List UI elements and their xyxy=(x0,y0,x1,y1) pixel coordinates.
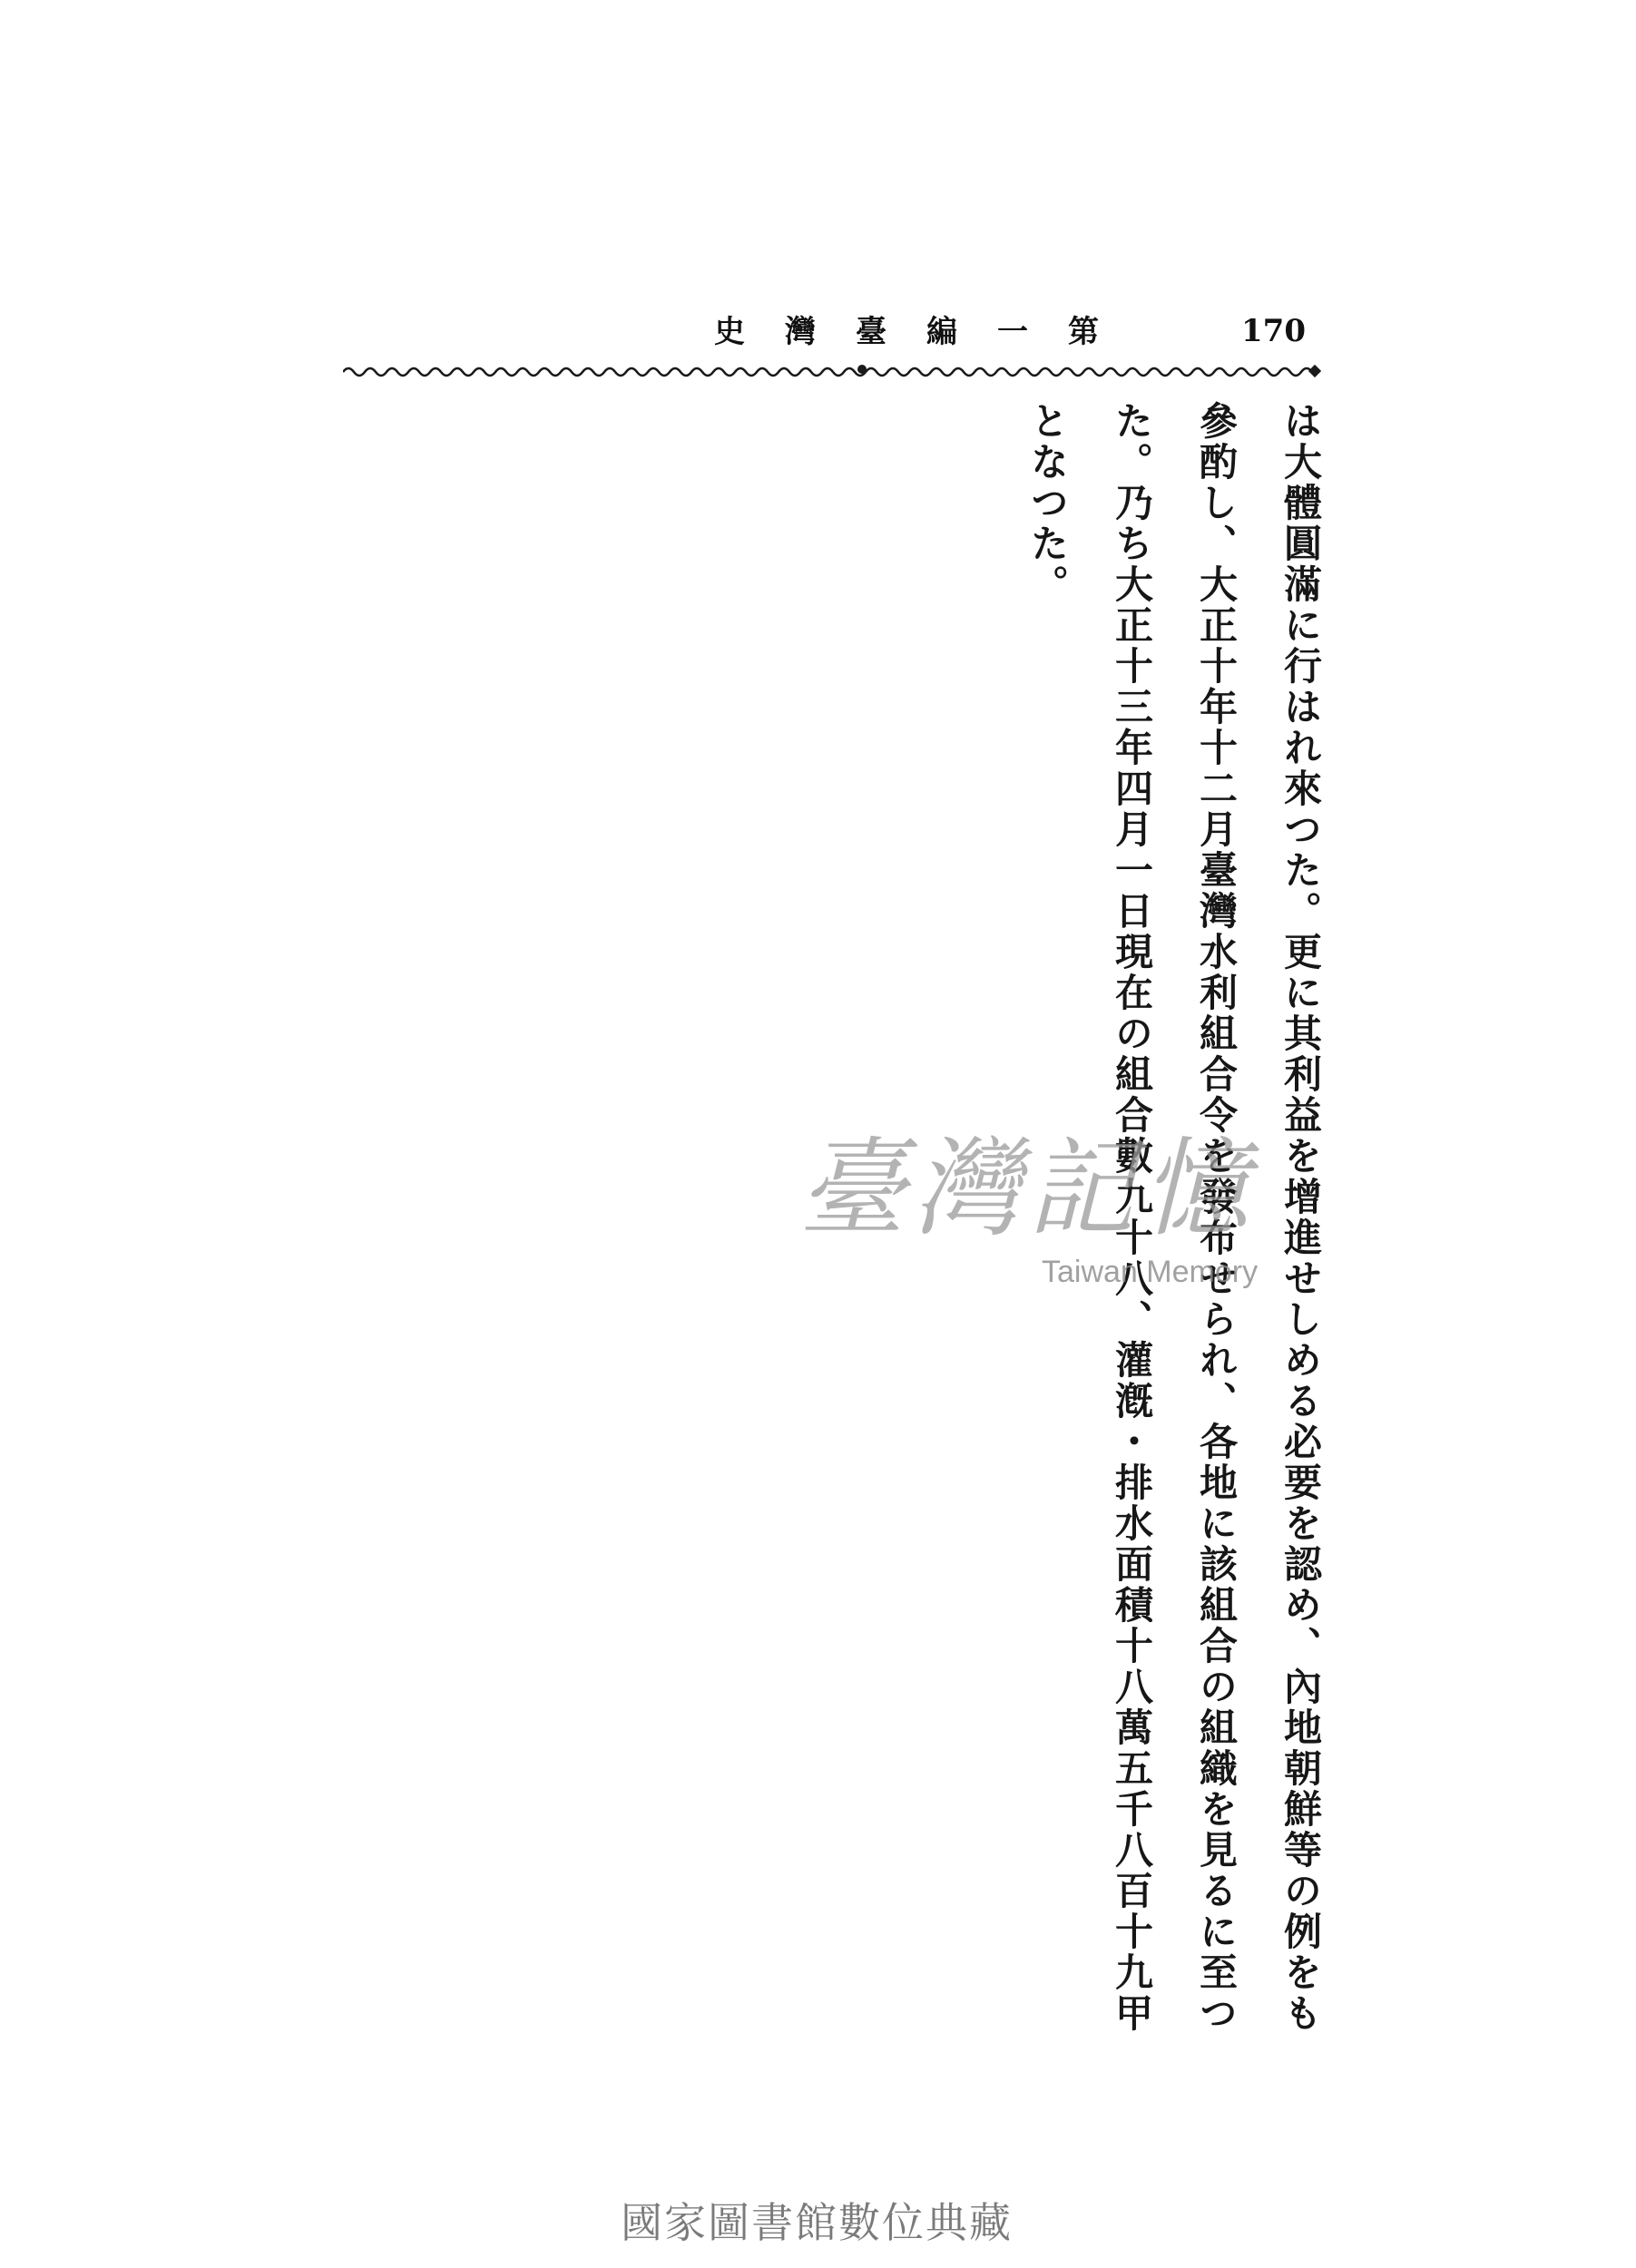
wavy-header-rule xyxy=(343,361,1321,383)
running-title: 第一編臺灣史 xyxy=(714,314,1139,350)
text-column: となつた。 xyxy=(1025,401,1070,605)
text-column: た。乃ち大正十三年四月一日現在の組合數九十八、灌漑・排水面積十八萬五千八百十九甲 xyxy=(1110,401,1154,2034)
page-number: 170 xyxy=(1241,313,1306,349)
text-column: 參酌し、大正十年十二月臺灣水利組合令を發布せられ、各地に該組合の組織を見るに至つ xyxy=(1194,401,1239,2034)
watermark-cjk-text: 臺灣記憶 xyxy=(798,1126,1257,1251)
footer-credit: 國家圖書館數位典藏 xyxy=(621,2198,1013,2247)
watermark-latin-text: Taiwan Memory xyxy=(1042,1255,1259,1289)
text-column: は大體圓滿に行はれ來つた。更に其利益を增進せしめる必要を認め、內地朝鮮等の例をも xyxy=(1278,401,1323,2034)
